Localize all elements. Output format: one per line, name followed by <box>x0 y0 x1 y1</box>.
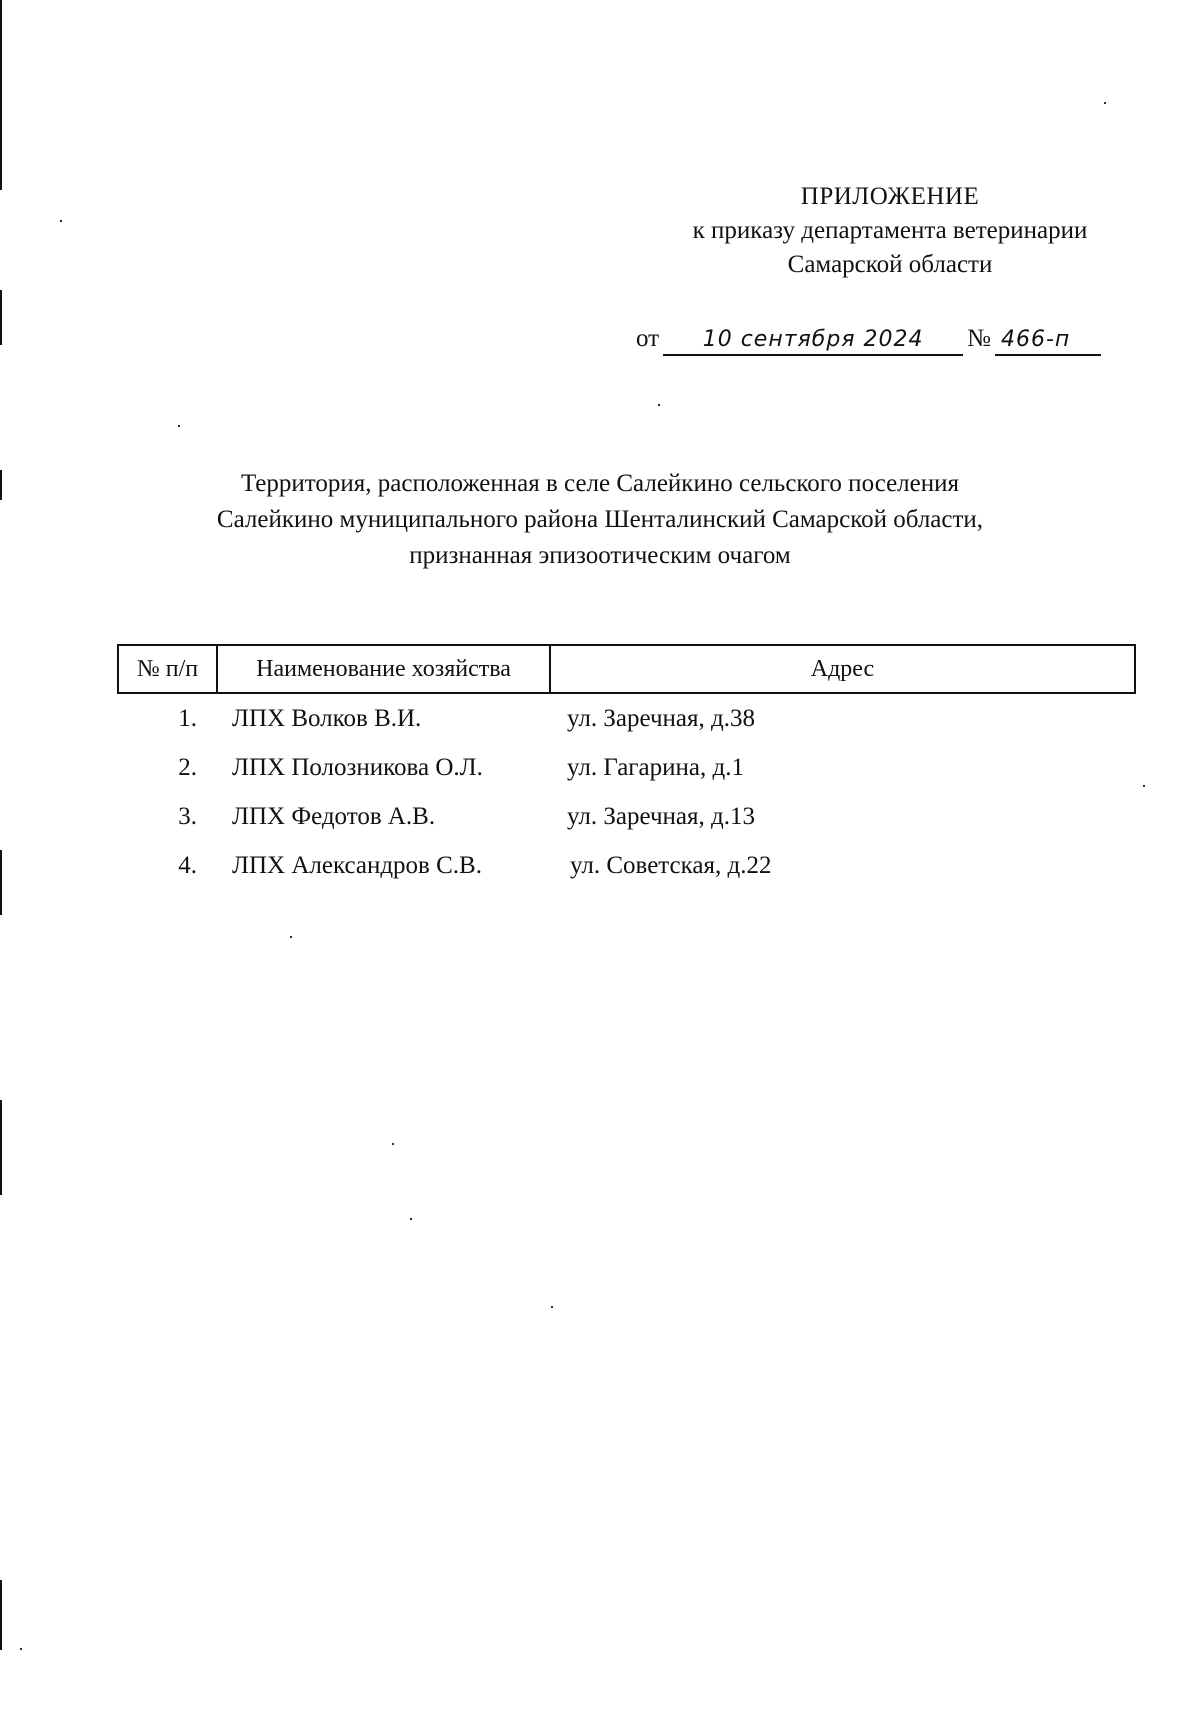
scan-speck <box>658 404 660 406</box>
order-reference <box>632 322 1132 356</box>
scan-edge-mark <box>0 1100 2 1195</box>
row-number: 2. <box>178 753 197 781</box>
heading-line: признанная эпизоотическим очагом <box>409 542 791 569</box>
scan-speck <box>392 1143 394 1145</box>
order-number-handwritten: 466-п <box>995 326 1101 356</box>
scan-edge-mark <box>0 470 2 500</box>
scan-speck <box>290 936 292 938</box>
scan-speck <box>20 1648 22 1650</box>
scan-edge-mark <box>0 1580 2 1650</box>
scan-edge-mark <box>0 290 2 345</box>
table-body <box>117 694 1136 890</box>
row-farm-name: ЛПХ Полозникова О.Л. <box>232 753 483 781</box>
scan-edge-mark <box>0 850 2 915</box>
heading-line: Территория, расположенная в селе Салейкино сельского поселения <box>240 470 960 497</box>
document-heading <box>150 466 1050 574</box>
scan-speck <box>1104 102 1106 104</box>
row-address: ул. Советская, д.22 <box>570 851 772 879</box>
table-row <box>117 792 1136 841</box>
row-farm-name: ЛПХ Александров С.В. <box>232 851 482 879</box>
table-row <box>117 743 1136 792</box>
order-from-label: от <box>636 325 660 352</box>
appendix-title: ПРИЛОЖЕНИЕ <box>800 183 980 210</box>
order-number-label: № <box>967 325 991 352</box>
row-address: ул. Гагарина, д.1 <box>567 753 744 781</box>
scan-speck <box>1143 785 1145 787</box>
row-number: 1. <box>178 704 197 732</box>
table-header <box>117 644 1136 694</box>
appendix-line-order: к приказу департамента ветеринарии <box>692 217 1088 244</box>
scan-speck <box>178 425 180 427</box>
row-address: ул. Заречная, д.38 <box>567 704 755 732</box>
row-address: ул. Заречная, д.13 <box>567 802 755 830</box>
row-number: 4. <box>178 851 197 879</box>
appendix-line-region: Самарской области <box>787 251 993 278</box>
scan-speck <box>410 1218 412 1220</box>
order-date-handwritten: 10 сентября 2024 <box>663 326 963 356</box>
row-farm-name: ЛПХ Волков В.И. <box>232 704 422 732</box>
heading-line: Салейкино муниципального района Шенталинский Самарской области, <box>216 506 984 533</box>
scan-edge-mark <box>0 0 2 190</box>
table-row <box>117 694 1136 743</box>
column-header-address: Адрес <box>810 655 875 682</box>
table-row <box>117 841 1136 890</box>
appendix-header <box>640 180 1140 282</box>
row-farm-name: ЛПХ Федотов А.В. <box>232 802 436 830</box>
row-number: 3. <box>178 802 197 830</box>
scan-speck <box>60 220 62 222</box>
scan-speck <box>551 1306 553 1308</box>
column-header-number: № п/п <box>119 646 218 692</box>
column-header-farm-name: Наименование хозяйства <box>218 646 551 692</box>
